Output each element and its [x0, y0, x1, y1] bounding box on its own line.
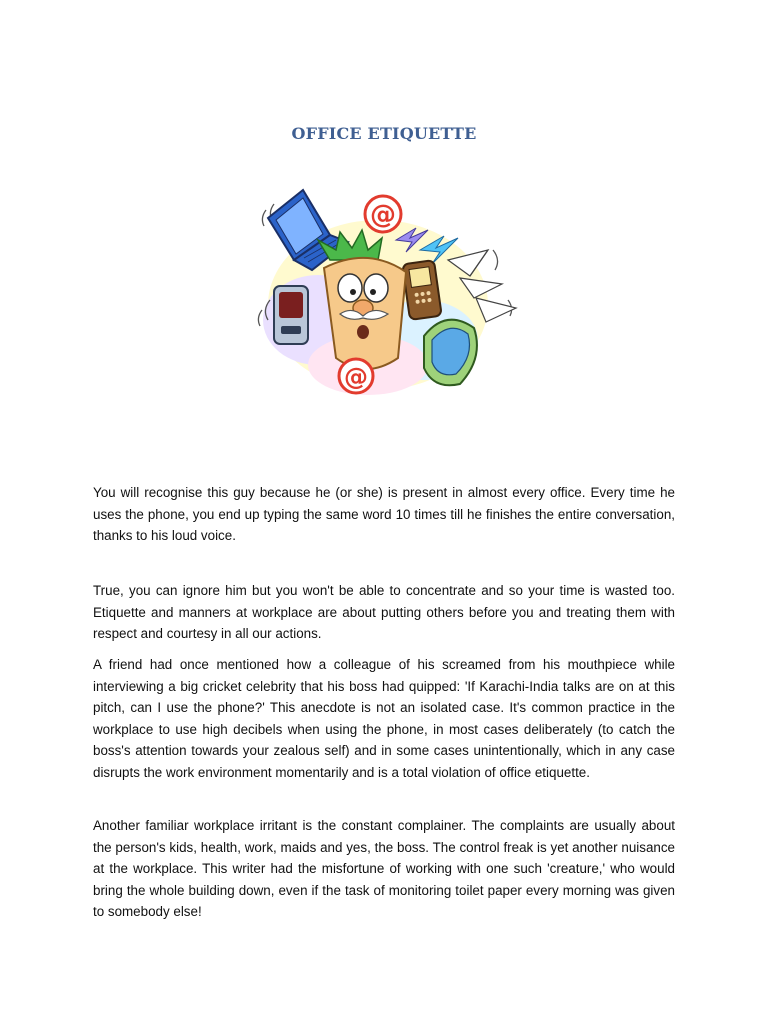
mobile-phone-icon — [402, 260, 441, 320]
computer-monitor-icon — [424, 320, 477, 386]
office-cartoon-illustration — [248, 180, 528, 410]
paragraph-3: A friend had once mentioned how a colleague of his screamed from his mouthpiece while interviewing a big cricket celebrity that his boss had quipped: 'If Karachi-India talks are on at this pitch, can I use the phone?' This anecdote is not an isolated case. It's common practice in the workplace to use high decibels when using the phone, in most cases deliberately (to catch the boss's attention towards your zealous self) and in some cases unintentionally, which in any case disrupts the work environment momentarily and is a total violation of office etiquette. — [93, 657, 675, 780]
paragraph-2: True, you can ignore him but you won't be able to concentrate and so your time is wasted too. Etiquette and manners at workplace are about putting others before you and treating them with respect and courtesy in all our actions. — [93, 583, 675, 642]
at-sign-icon-bottom — [339, 359, 373, 393]
paragraph-4: Another familiar workplace irritant is the constant complainer. The complaints are usually about the person's kids, health, work, maids and yes, the boss. The control freak is yet another nuisance at the workplace. This writer had the misfortune of working with one such 'creature,' who would bring the whole building down, even if the task of monitoring toilet paper every morning was given to somebody else! — [93, 818, 675, 920]
svg-text:@: @ — [344, 363, 368, 391]
svg-text:@: @ — [370, 200, 396, 230]
at-sign-icon-top — [365, 196, 401, 232]
desk-phone-icon — [274, 286, 308, 344]
page-title: OFFICE ETIQUETTE — [291, 124, 477, 143]
paragraph-1: You will recognise this guy because he (or she) is present in almost every office. Every time he uses the phone, you end up typing the same word 10 times till he finishes the entire conversation, thanks to his loud voice. — [93, 485, 675, 544]
